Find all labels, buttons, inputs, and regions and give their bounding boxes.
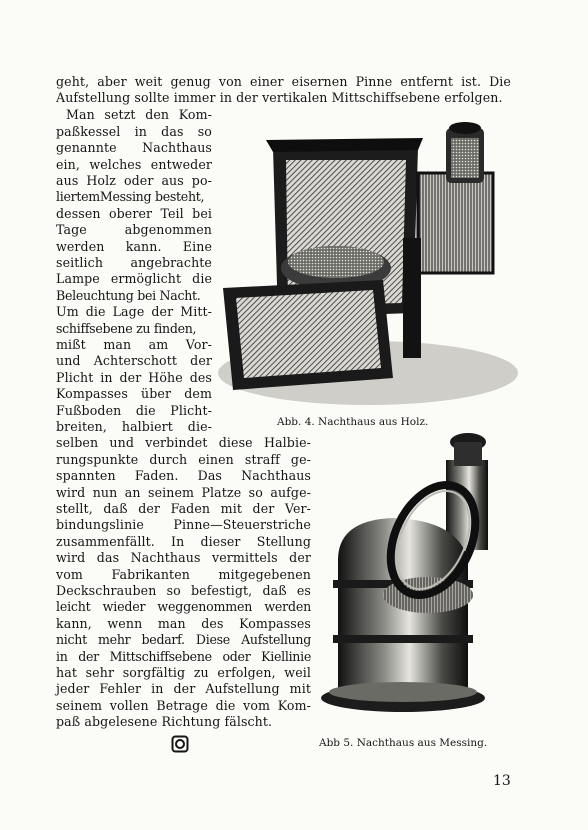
text-line-left-18: Kompasses über dem xyxy=(56,386,212,401)
square-ring-mark-icon xyxy=(171,735,189,753)
text-line-left-12: Beleuchtung bei Nacht. xyxy=(56,288,201,303)
text-line-top-1: geht, aber weit genug von einer eisernen Pinne entfernt ist. Die xyxy=(56,74,511,89)
text-line-left-2: paßkessel in das so xyxy=(56,124,212,139)
text-line-mid-2: rungspunkte durch einen straff ge- xyxy=(56,452,311,467)
text-line-left-15: mißt man am Vor- xyxy=(56,337,212,352)
text-line-mid-16: jeder Fehler in der Aufstellung mit xyxy=(56,681,311,696)
text-line-mid-9: vom Fabrikanten mitgegebenen xyxy=(56,567,311,582)
text-line-mid-7: zusammenfällt. In dieser Stellung xyxy=(56,534,311,549)
figure-wooden-binnacle xyxy=(218,118,518,408)
text-line-mid-17: seinem vollen Betrage die vom Kom- xyxy=(56,698,311,713)
text-line-left-13: Um die Lage der Mitt- xyxy=(56,304,212,319)
text-line-mid-4: wird nun an seinem Platze so aufge- xyxy=(56,485,311,500)
text-line-mid-6: bindungslinie Pinne—Steuerstriche xyxy=(56,517,311,532)
text-line-left-4: ein, welches entweder xyxy=(56,157,212,172)
text-line-left-19: Fußboden die Plicht- xyxy=(56,403,212,418)
figure-5-caption: Abb 5. Nachthaus aus Messing. xyxy=(319,737,488,749)
text-line-left-16: und Achterschott der xyxy=(56,353,212,368)
text-line-mid-5: stellt, daß der Faden mit der Ver- xyxy=(56,501,311,516)
text-line-left-1: Man setzt den Kom- xyxy=(66,107,212,122)
text-line-mid-13: nicht mehr bedarf. Diese Aufstellung xyxy=(56,632,311,647)
text-line-mid-10: Deckschrauben so befestigt, daß es xyxy=(56,583,311,598)
text-line-mid-15: hat sehr sorgfältig zu erfolgen, weil xyxy=(56,665,311,680)
text-line-mid-12: kann, wenn man des Kompasses xyxy=(56,616,311,631)
figure-brass-binnacle xyxy=(318,430,508,725)
text-line-mid-18: paß abgelesene Richtung fälscht. xyxy=(56,714,273,729)
text-line-left-6: liertemMessing besteht, xyxy=(56,189,205,204)
text-line-mid-3: spannten Faden. Das Nachthaus xyxy=(56,468,311,483)
text-line-left-5: aus Holz oder aus po- xyxy=(56,173,212,188)
text-line-top-2: Aufstellung sollte immer in der vertikalen Mittschiffsebene erfolgen. xyxy=(56,90,503,105)
text-line-left-14: schiffsebene zu finden, xyxy=(56,321,197,336)
text-line-mid-11: leicht wieder weggenommen werden xyxy=(56,599,311,614)
text-line-left-3: genannte Nachthaus xyxy=(56,140,212,155)
text-line-left-17: Plicht in der Höhe des xyxy=(56,370,212,385)
text-line-left-8: Tage abgenommen xyxy=(56,222,212,237)
text-line-mid-8: wird das Nachthaus vermittels der xyxy=(56,550,311,565)
text-line-left-7: dessen oberer Teil bei xyxy=(56,206,212,221)
figure-4-caption: Abb. 4. Nachthaus aus Holz. xyxy=(277,416,429,428)
text-line-left-20: breiten, halbiert die- xyxy=(56,419,212,434)
text-line-left-11: Lampe ermöglicht die xyxy=(56,271,212,286)
text-line-mid-1: selben und verbindet diese Halbie- xyxy=(56,435,311,450)
page-number: 13 xyxy=(493,773,511,789)
text-line-mid-14: in der Mittschiffsebene oder Kiellinie xyxy=(56,649,311,664)
text-line-left-9: werden kann. Eine xyxy=(56,239,212,254)
text-line-left-10: seitlich angebrachte xyxy=(56,255,212,270)
